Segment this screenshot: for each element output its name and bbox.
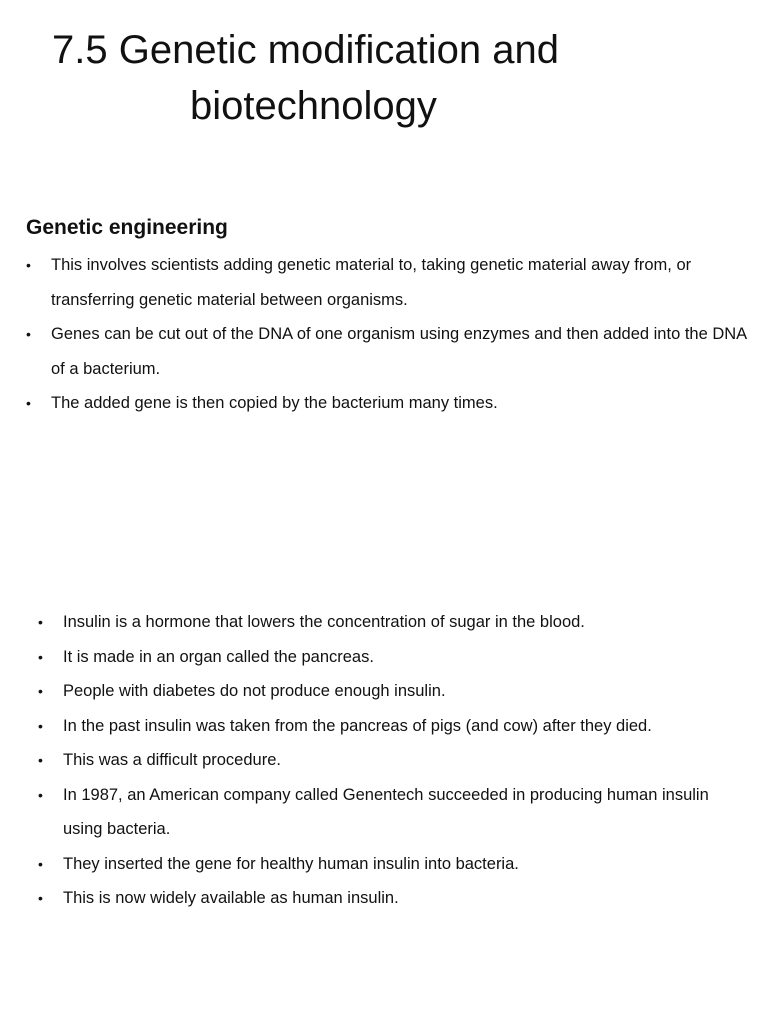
bullet-point-icon: • — [38, 683, 43, 699]
list-item — [38, 674, 743, 709]
bullet-point-icon: • — [26, 395, 31, 411]
list-item-text: In the past insulin was taken from the pancreas of pigs (and cow) after they died. — [63, 716, 652, 735]
list-item — [38, 640, 743, 675]
list-item-text: Genes can be cut out of the DNA of one organism using enzymes and then added into the DNA of a bacterium. — [51, 325, 747, 378]
section-heading: Genetic engineering — [26, 216, 228, 239]
list-item — [38, 605, 743, 640]
list-item — [38, 847, 743, 882]
genetic-engineering-list — [26, 248, 751, 421]
list-item — [26, 248, 751, 317]
list-item-text: In 1987, an American company called Genentech succeeded in producing human insulin using bacteria. — [63, 785, 709, 838]
bullet-point-icon: • — [38, 890, 43, 906]
list-item — [38, 881, 743, 916]
list-item-text: The added gene is then copied by the bacterium many times. — [51, 394, 498, 412]
bullet-point-icon: • — [38, 648, 43, 665]
list-item-text: They inserted the gene for healthy human insulin into bacteria. — [63, 854, 519, 873]
list-item — [26, 386, 751, 421]
list-item — [38, 743, 743, 778]
list-item-text: This involves scientists adding genetic material to, taking genetic material away from, or transferring genetic material between organisms. — [51, 256, 692, 309]
list-item-text: This was a difficult procedure. — [63, 751, 281, 769]
bullet-point-icon: • — [38, 786, 43, 803]
bullet-point-icon: • — [38, 752, 43, 768]
bullet-point-icon: • — [26, 257, 31, 273]
list-item-text: People with diabetes do not produce enough insulin. — [63, 682, 446, 700]
title-line-2: biotechnology — [190, 84, 437, 128]
list-item — [38, 778, 743, 847]
bullet-point-icon: • — [38, 855, 43, 872]
insulin-list — [38, 605, 743, 916]
list-item — [26, 317, 751, 386]
bullet-point-icon: • — [38, 717, 43, 734]
title-line-1: 7.5 Genetic modification and — [52, 28, 559, 72]
list-item-text: This is now widely available as human insulin. — [63, 889, 399, 907]
list-item — [38, 709, 743, 744]
list-item-text: It is made in an organ called the pancreas. — [63, 647, 374, 666]
bullet-point-icon: • — [26, 326, 31, 342]
list-item-text: Insulin is a hormone that lowers the concentration of sugar in the blood. — [63, 613, 585, 631]
bullet-point-icon: • — [38, 614, 43, 630]
